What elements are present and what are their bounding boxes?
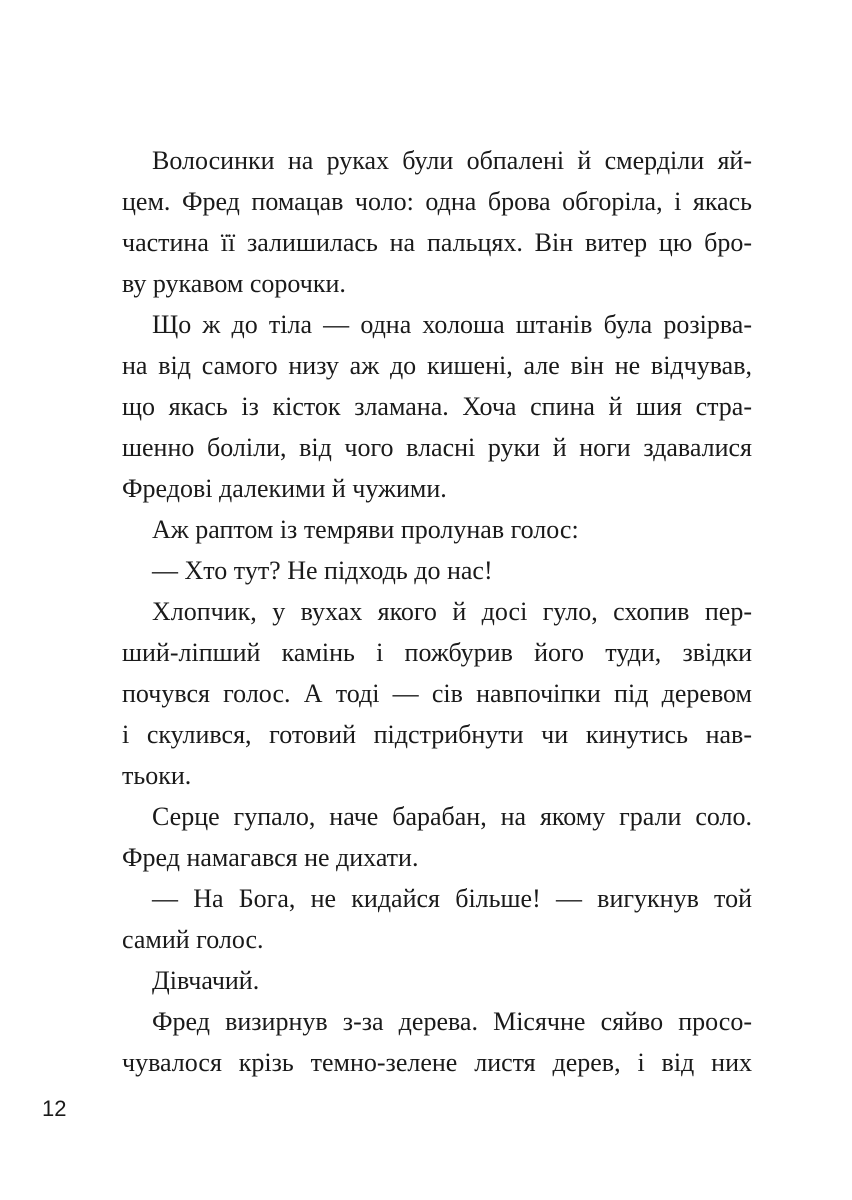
text-line: Фред намагався не дихати. (122, 843, 419, 872)
text-line: і скулився, готовий підстрибнути чи кинутись нав- (122, 720, 752, 749)
text-line: що якась із кісток зламана. Хоча спина й шия стра- (122, 392, 752, 421)
text-line: Серце гупало, наче барабан, на якому грали соло. (152, 802, 752, 831)
body-text (122, 140, 752, 1083)
text-line: Фред визирнув з-за дерева. Місячне сяйво просо- (152, 1007, 752, 1036)
text-line: почувся голос. А тоді — сів навпочіпки під деревом (122, 679, 752, 708)
text-line: частина її залишилась на пальцях. Він витер цю бро- (122, 228, 752, 257)
text-line: на від самого низу аж до кишені, але він не відчував, (122, 351, 752, 380)
text-line: — На Бога, не кидайся більше! — вигукнув той (152, 884, 752, 913)
text-line: Що ж до тіла — одна холоша штанів була розірва- (152, 310, 752, 339)
text-line: Фредові далекими й чужими. (122, 474, 447, 503)
text-line: тьоки. (122, 761, 192, 790)
text-line: — Хто тут? Не підходь до нас! (152, 556, 493, 585)
text-line: Дівчачий. (152, 966, 260, 995)
text-line: ший-ліпший камінь і пожбурив його туди, звідки (122, 638, 752, 667)
text-line: шенно боліли, від чого власні руки й ноги здавалися (122, 433, 752, 462)
text-line: чувалося крізь темно-зелене листя дерев, і від них (122, 1048, 752, 1077)
text-line: цем. Фред помацав чоло: одна брова обгоріла, і якась (122, 187, 752, 216)
text-line: самий голос. (122, 925, 264, 954)
page-number: 12 (42, 1096, 67, 1121)
text-line: Хлопчик, у вухах якого й досі гуло, схопив пер- (152, 597, 752, 626)
text-line: Аж раптом із темряви пролунав голос: (152, 515, 579, 544)
text-line: ву рукавом сорочки. (122, 269, 346, 298)
text-line: Волосинки на руках були обпалені й смерділи яй- (152, 146, 752, 175)
